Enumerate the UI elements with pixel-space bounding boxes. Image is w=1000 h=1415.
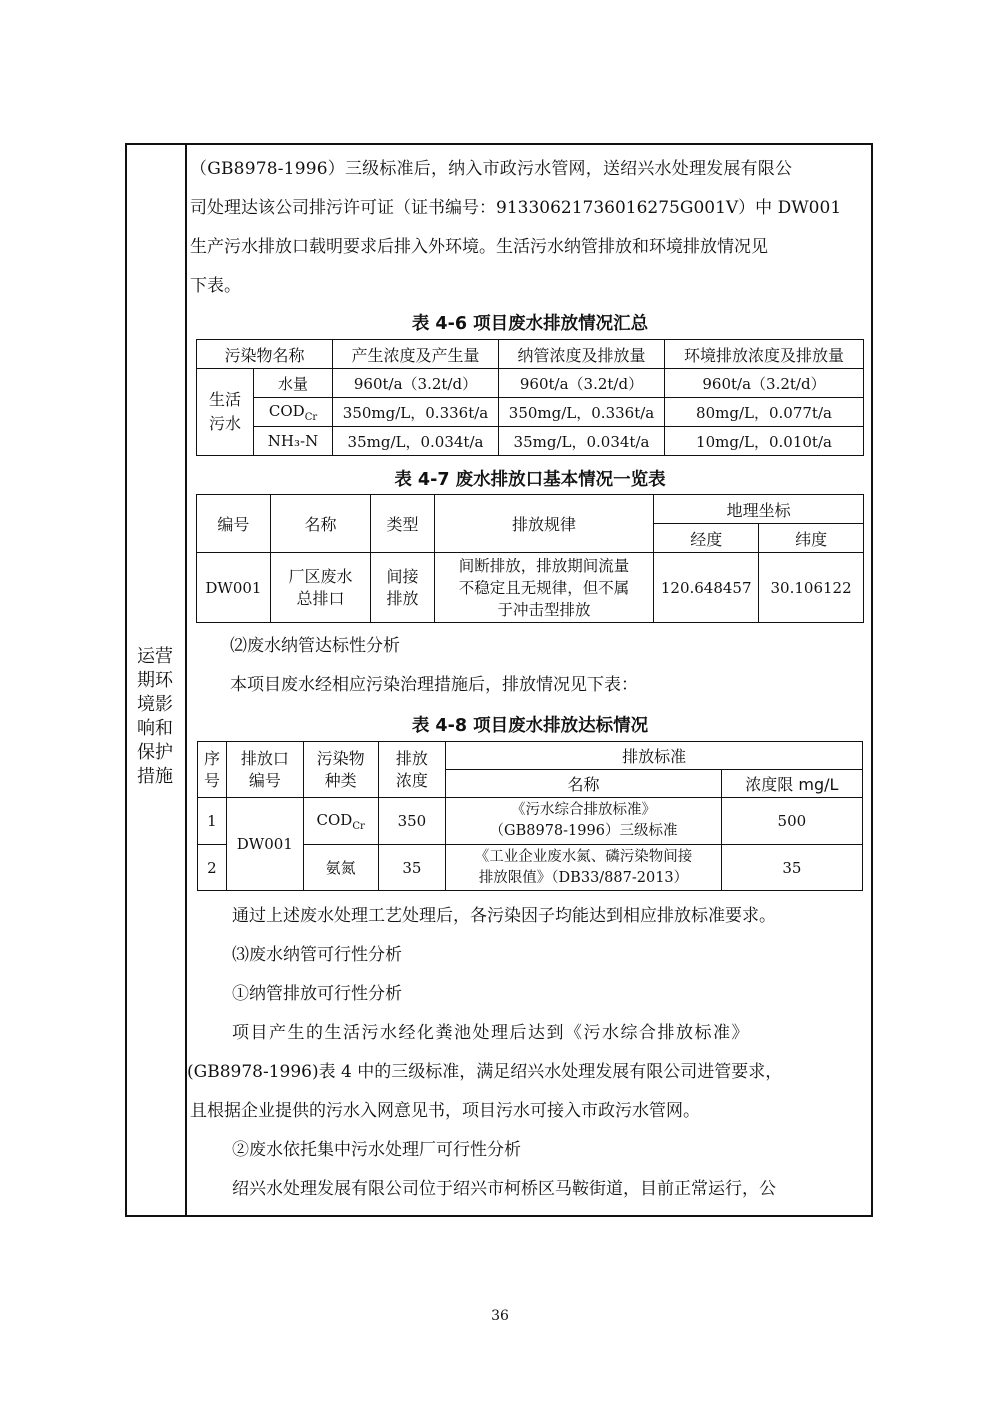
- cell-line: 编号: [248, 770, 281, 790]
- table-header: 产生浓度及产生量: [333, 340, 499, 369]
- table-cell: DW001: [197, 553, 271, 623]
- group-cell: [197, 369, 254, 456]
- table-header: 地理坐标: [654, 495, 864, 524]
- table-4-7-caption: 表 4-7 废水排放口基本情况一览表: [394, 470, 666, 490]
- paragraph-line: ①纳管排放可行性分析: [232, 984, 402, 1004]
- table-header: 纳管浓度及排放量: [499, 340, 665, 369]
- side-label-line: 保护: [137, 742, 173, 763]
- table-header: 浓度限 mg/L: [721, 770, 862, 798]
- table-header: 类型: [371, 495, 435, 553]
- paragraph-line: 本项目废水经相应污染治理措施后，排放情况见下表：: [230, 675, 638, 695]
- cell-line: 排放: [395, 748, 428, 768]
- table-header: 排放规律: [434, 495, 653, 553]
- table-cell: [446, 798, 722, 845]
- bottom-paragraphs: [187, 897, 870, 1209]
- table-cell: 10mg/L，0.010t/a: [665, 427, 864, 456]
- table-header: 纬度: [759, 524, 864, 553]
- table-cell: 35mg/L，0.034t/a: [333, 427, 499, 456]
- table-cell: 500: [721, 798, 862, 845]
- top-paragraph: [190, 150, 870, 306]
- group-label-line: 污水: [208, 414, 241, 433]
- pollutant-name: COD: [268, 401, 305, 420]
- table-cell: 水量: [254, 369, 333, 398]
- table-cell: 2: [198, 845, 227, 891]
- table-cell: 350mg/L，0.336t/a: [333, 398, 499, 427]
- table-4-7: [196, 494, 864, 623]
- paragraph-line: 生产污水排放口载明要求后排入外环境。生活污水纳管排放和环境排放情况见: [190, 237, 768, 257]
- group-label-line: 生活: [208, 390, 241, 409]
- table-cell: 35: [378, 845, 446, 891]
- table-cell: 960t/a（3.2t/d）: [499, 369, 665, 398]
- table-cell: 120.648457: [654, 553, 759, 623]
- table-header: 排放标准: [446, 742, 863, 770]
- table-4-6: [196, 339, 864, 456]
- table-cell: 350: [378, 798, 446, 845]
- table-header: [303, 742, 378, 798]
- table-cell: 35: [721, 845, 862, 891]
- table-4-8: [197, 741, 863, 891]
- paragraph-line: ②废水依托集中污水处理厂可行性分析: [232, 1140, 521, 1160]
- table-cell: 80mg/L，0.077t/a: [665, 398, 864, 427]
- table-header: 名称: [270, 495, 370, 553]
- table-4-8-caption: 表 4-8 项目废水排放达标情况: [411, 716, 649, 736]
- table-cell: 1: [198, 798, 227, 845]
- paragraph-line: 项目产生的生活污水经化粪池处理后达到《污水综合排放标准》: [232, 1023, 750, 1043]
- paragraph-line: ⑶废水纳管可行性分析: [232, 945, 402, 965]
- paragraph-line: ⑵废水纳管达标性分析: [230, 636, 400, 656]
- cell-line: 排放: [386, 588, 419, 608]
- cell-line: 于冲击型排放: [497, 600, 591, 619]
- side-label-line: 境影: [137, 694, 173, 715]
- table-header: [226, 742, 303, 798]
- cell-line: 号: [203, 770, 220, 790]
- table-cell: [270, 553, 370, 623]
- table-4-6-caption: 表 4-6 项目废水排放情况汇总: [411, 314, 649, 334]
- table-header: [198, 742, 227, 798]
- cell-line: 序: [203, 748, 220, 768]
- table-cell: 350mg/L，0.336t/a: [499, 398, 665, 427]
- table-cell: 30.106122: [759, 553, 864, 623]
- table-cell: [446, 845, 722, 891]
- table-header: 编号: [197, 495, 271, 553]
- cell-line: 总排口: [296, 588, 345, 608]
- paragraph-line: 通过上述废水处理工艺处理后，各污染因子均能达到相应排放标准要求。: [232, 906, 776, 926]
- cell-line: 《工业企业废水氮、磷污染物间接: [474, 848, 693, 865]
- table-cell: 960t/a（3.2t/d）: [333, 369, 499, 398]
- cell-line: 不稳定且无规律，但不属: [458, 578, 630, 597]
- cell-line: 间断排放，排放期间流量: [458, 556, 630, 575]
- side-label-line: 响和: [137, 718, 173, 739]
- cell-line: 排放口: [240, 748, 289, 768]
- table-header: 环境排放浓度及排放量: [665, 340, 864, 369]
- pollutant-name: COD: [316, 810, 353, 829]
- table-cell: [434, 553, 653, 623]
- table-header: 名称: [446, 770, 722, 798]
- paragraph-line: (GB8978-1996)表 4 中的三级标准，满足绍兴水处理发展有限公司进管要求，: [187, 1062, 783, 1082]
- section-side-label: [130, 645, 180, 789]
- table-cell: 35mg/L，0.034t/a: [499, 427, 665, 456]
- paragraph-line: 司处理达该公司排污许可证（证书编号：91330621736016275G001V）中 DW001: [190, 198, 842, 218]
- side-label-line: 运营: [137, 646, 173, 667]
- pollutant-subscript: Cr: [304, 411, 318, 423]
- table-cell: DW001: [226, 798, 303, 891]
- paragraph-line: （GB8978-1996）三级标准后，纳入市政污水管网，送绍兴水处理发展有限公: [190, 159, 793, 179]
- page-number: 36: [491, 1308, 509, 1324]
- cell-line: （GB8978-1996）三级标准: [489, 823, 678, 839]
- table-header: [378, 742, 446, 798]
- cell-line: 种类: [324, 770, 357, 790]
- cell-line: 排放限值》（DB33/887-2013）: [478, 869, 689, 886]
- table-cell: NH₃-N: [254, 427, 333, 456]
- side-label-line: 措施: [137, 766, 173, 787]
- table-cell: [371, 553, 435, 623]
- side-label-line: 期环: [137, 670, 173, 691]
- pollutant-subscript: Cr: [352, 820, 365, 832]
- table-cell: [303, 798, 378, 845]
- cell-line: 污染物: [316, 748, 365, 768]
- table-cell: 960t/a（3.2t/d）: [665, 369, 864, 398]
- table-header: 污染物名称: [197, 340, 333, 369]
- table-cell: [254, 398, 333, 427]
- table-header: 经度: [654, 524, 759, 553]
- paragraph-line: 且根据企业提供的污水入网意见书，项目污水可接入市政污水管网。: [190, 1101, 700, 1121]
- table-cell: 氨氮: [303, 845, 378, 891]
- cell-line: 《污水综合排放标准》: [510, 802, 656, 818]
- paragraph-line: 绍兴水处理发展有限公司位于绍兴市柯桥区马鞍街道，目前正常运行，公: [232, 1179, 776, 1199]
- paragraph-line: 下表。: [190, 276, 241, 296]
- cell-line: 间接: [386, 566, 419, 586]
- cell-line: 浓度: [395, 770, 428, 790]
- cell-line: 厂区废水: [288, 566, 353, 586]
